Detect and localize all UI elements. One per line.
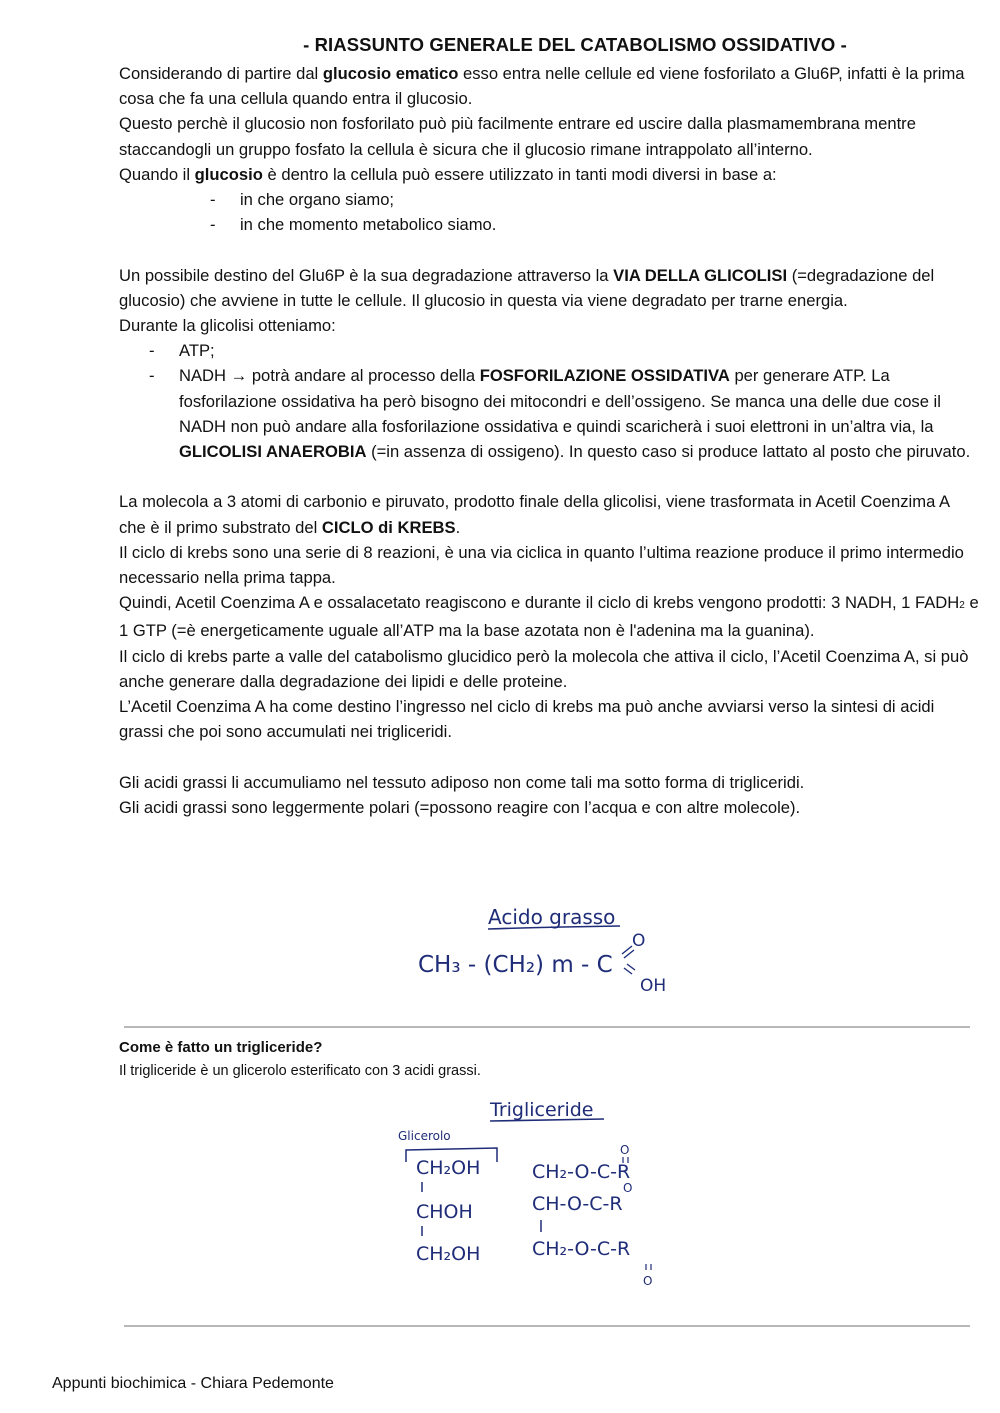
page-title: - RIASSUNTO GENERALE DEL CATABOLISMO OSSIDATIVO - bbox=[303, 34, 847, 55]
acido-grasso-formula: CH₃ - (CH₂) m - C bbox=[418, 952, 613, 978]
oxygen-label: O bbox=[643, 1274, 653, 1288]
question-text: Il trigliceride è un glicerolo esterificato con 3 acidi grassi. bbox=[119, 1063, 481, 1079]
intro-paragraph-1 bbox=[119, 61, 979, 111]
list-item-text: ATP; bbox=[179, 341, 215, 361]
glicolisi-paragraph-2: Durante la glicolisi otteniamo: bbox=[119, 316, 336, 336]
text-span: . bbox=[455, 517, 461, 537]
krebs-paragraph-5: L’Acetil Coenzima A ha come destino l’ingresso nel ciclo di krebs ma può anche avviarsi verso la sintesi di acidi grassi che poi sono accumulati nei trigliceridi. bbox=[119, 697, 935, 742]
text-span: (=degradazione del glucosio) che avviene in tutte le cellule. Il glucosio in questa via viene degradato per trarne energia. bbox=[119, 265, 935, 310]
bold-term: CICLO di KREBS bbox=[321, 517, 456, 537]
intro-bullet-list bbox=[119, 187, 979, 237]
glicolisi-paragraph-1 bbox=[119, 263, 979, 313]
glycerol-row-3: CH₂OH bbox=[416, 1243, 481, 1265]
text-span: è dentro la cellula può essere utilizzato in tanti modi diversi in base a: bbox=[262, 164, 777, 184]
list-item: - NADH → potrà andare al processo della FOSFORILAZIONE OSSIDATIVA per generare ATP. La fosforilazione ossidativa ha però bisogno dei mitocondri e dell’ossigeno. Se manca una delle due cose il NADH non può andare alla fosforilazione ossidativa e quindi scaricherà i suoi elettroni in un’altra via, la GLICOLISI ANAEROBIA (=in assenza di ossigeno). In questo caso si produce lattato al posto che piruvato. bbox=[149, 366, 971, 462]
bold-term: FOSFORILAZIONE OSSIDATIVA bbox=[479, 366, 730, 386]
question-title: Come è fatto un trigliceride? bbox=[119, 1039, 323, 1056]
text-span: esso entra nelle cellule ed viene fosforilato a Glu6P, infatti è la prima cosa che fa una cellula quando entra il glucosio. bbox=[119, 64, 965, 109]
bold-term: glucosio ematico bbox=[322, 64, 459, 83]
text-span: NADH → potrà andare al processo della bbox=[179, 366, 480, 386]
list-item: - in che organo siamo; bbox=[210, 190, 395, 210]
oxygen-label: O bbox=[620, 1143, 630, 1157]
bold-term: glucosio bbox=[194, 164, 263, 184]
hydroxyl-label: OH bbox=[640, 976, 667, 996]
list-item-text: in che organo siamo; bbox=[240, 190, 395, 210]
ester-row-1: CH₂-O-C-R bbox=[532, 1161, 631, 1183]
divider bbox=[124, 1026, 970, 1028]
krebs-paragraph-4: Il ciclo di krebs parte a valle del catabolismo glucidico però la molecola che attiva il ciclo, l’Acetil Coenzima A, si può anche generare dalla degradazione dei lipidi e delle proteine. bbox=[119, 646, 969, 691]
text-span: Un possibile destino del Glu6P è la sua degradazione attraverso la bbox=[119, 265, 614, 285]
main-text bbox=[119, 61, 979, 820]
oxygen-label: O bbox=[632, 931, 646, 951]
trigliceride-drawing bbox=[390, 1092, 710, 1297]
trigliceride-title: Trigliceride bbox=[490, 1099, 594, 1121]
glicolisi-bullet-list bbox=[119, 338, 979, 464]
bold-term: VIA DELLA GLICOLISI bbox=[613, 265, 788, 285]
krebs-paragraph-3 bbox=[119, 590, 979, 643]
list-item-text: in che momento metabolico siamo. bbox=[240, 215, 497, 235]
intro-paragraph-2: Questo perchè il glucosio non fosforilato può più facilmente entrare ed uscire dalla plasmamembrana mentre staccandogli un gruppo fosfato la cellula è sicura che il glucosio rimane intrappolato all’interno. bbox=[119, 114, 916, 159]
text-span: e 1 GTP (=è energeticamente uguale all’ATP ma la base azotata non è l'adenina ma la guanina). bbox=[119, 593, 979, 641]
ester-row-3: CH₂-O-C-R bbox=[532, 1238, 631, 1260]
ester-row-2: CH-O-C-R bbox=[532, 1193, 623, 1215]
text-span: Considerando di partire dal bbox=[119, 64, 323, 83]
glycerol-row-2: CHOH bbox=[416, 1201, 473, 1223]
krebs-paragraph-1 bbox=[119, 489, 979, 539]
acido-grasso-title: Acido grasso bbox=[488, 905, 616, 929]
divider bbox=[124, 1325, 970, 1327]
subscript: 2 bbox=[959, 600, 965, 612]
grassi-paragraph-1: Gli acidi grassi li accumuliamo nel tessuto adiposo non come tali ma sotto forma di trigliceridi. bbox=[119, 772, 805, 792]
text-span: per generare ATP. La fosforilazione ossidativa ha però bisogno dei mitocondri e dell’ossigeno. Se manca una delle due cose il NADH non può andare alla fosforilazione ossidativa e quindi scaricherà i suoi elettroni in un’altra via, la bbox=[179, 366, 941, 436]
glicerolo-label: Glicerolo bbox=[398, 1129, 451, 1143]
text-span: (=in assenza di ossigeno). In questo caso si produce lattato al posto che piruvato. bbox=[366, 442, 971, 462]
list-item: - in che momento metabolico siamo. bbox=[210, 215, 497, 235]
page-footer: Appunti biochimica - Chiara Pedemonte bbox=[52, 1375, 334, 1392]
acido-grasso-drawing bbox=[400, 898, 720, 1003]
intro-paragraph-3 bbox=[119, 162, 979, 187]
list-item: - ATP; bbox=[149, 341, 215, 361]
text-span: La molecola a 3 atomi di carbonio e piruvato, prodotto finale della glicolisi, viene trasformata in Acetil Coenzima A che è il primo substrato del bbox=[119, 492, 950, 537]
bold-term: GLICOLISI ANAEROBIA bbox=[179, 442, 367, 462]
oxygen-label: O bbox=[623, 1181, 633, 1195]
krebs-paragraph-2: Il ciclo di krebs sono una serie di 8 reazioni, è una via ciclica in quanto l’ultima reazione produce il primo intermedio necessario nella prima tappa. bbox=[119, 542, 964, 588]
grassi-paragraph-2: Gli acidi grassi sono leggermente polari (=possono reagire con l’acqua e con altre molecole). bbox=[119, 797, 801, 817]
text-span: Quindi, Acetil Coenzima A e ossalacetato reagiscono e durante il ciclo di krebs vengono prodotti: 3 NADH, 1 FADH bbox=[119, 593, 960, 613]
text-span: Quando il bbox=[119, 164, 195, 184]
glycerol-row-1: CH₂OH bbox=[416, 1157, 481, 1179]
